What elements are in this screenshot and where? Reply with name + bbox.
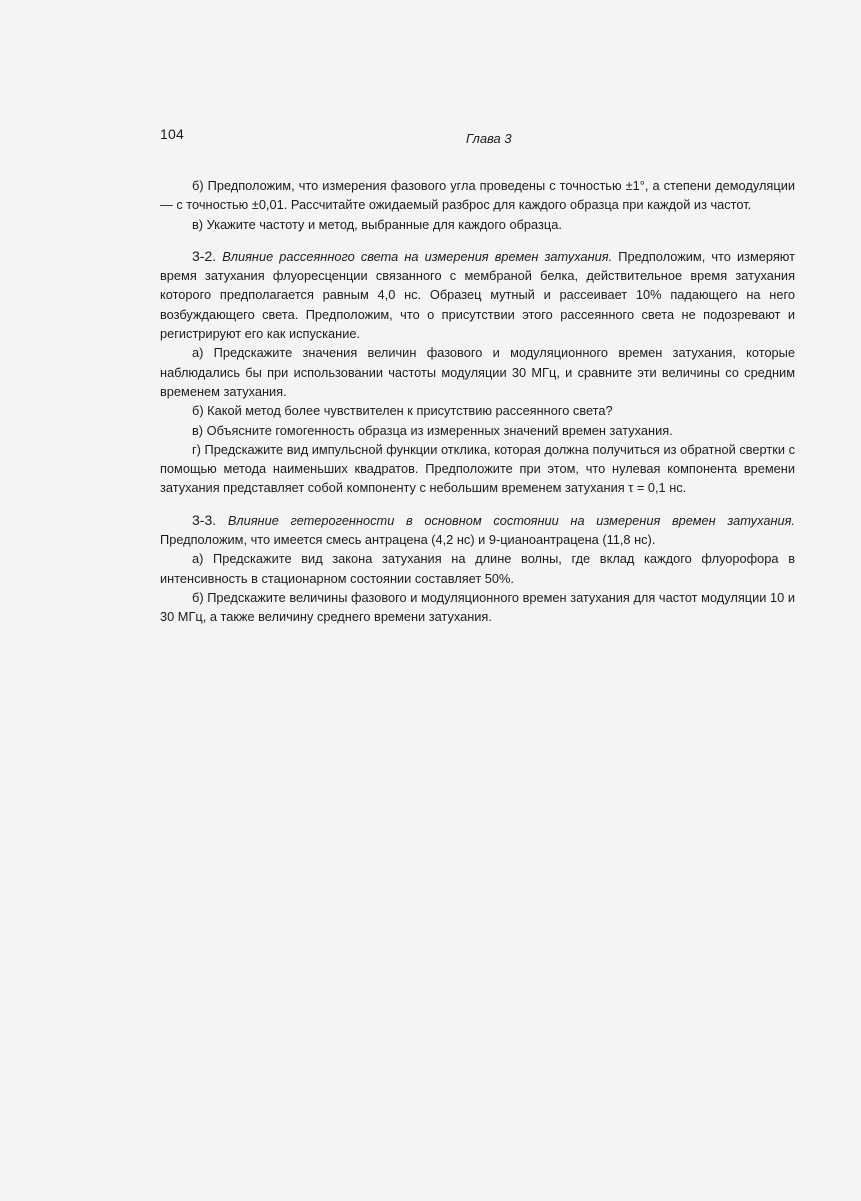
running-head: Глава 3: [466, 131, 512, 146]
problem-3-3-heading: [160, 511, 795, 550]
problem-title: Влияние гетерогенности в основном состоянии на измерения времен затухания.: [227, 512, 795, 528]
body-text: [160, 176, 795, 627]
problem-3-3-item-a: а) Предскажите вид закона затухания на длине волны, где вклад каждого флуорофора в интенсивность в стационарном состоянии составляет 50%.: [160, 551, 795, 586]
problem-intro: Предположим, что имеется смесь антрацена (4,2 нс) и 9-цианоантрацена (11,8 нс).: [160, 532, 656, 548]
paragraph-item-v: в) Укажите частоту и метод, выбранные для каждого образца.: [192, 216, 562, 232]
problem-3-2-item-v: в) Объясните гомогенность образца из измеренных значений времен затухания.: [192, 422, 673, 438]
problem-3-2-item-g: г) Предскажите вид импульсной функции отклика, которая должна получиться из обратной свертки с помощью метода наименьших квадратов. Предположите при этом, что нулевая компонента времени затухания представляет собой компоненту с небольшим временем затухания τ = 0,1 нс.: [160, 441, 795, 496]
problem-3-2-item-a: а) Предскажите значения величин фазового и модуляционного времен затухания, которые наблюдались бы при использовании частоты модуляции 30 МГц, и сравните эти величины со средним временем затухания.: [160, 345, 795, 399]
problem-number: 3-2.: [192, 247, 217, 264]
paragraph-item-b: б) Предположим, что измерения фазового угла проведены с точностью ±1°, а степени демодуляции — с точностью ±0,01. Рассчитайте ожидаемый разброс для каждого образца при каждой из частот.: [160, 178, 795, 213]
page-number: 104: [160, 126, 184, 142]
problem-3-3-item-b: б) Предскажите величины фазового и модуляционного времен затухания для частот модуляции 10 и 30 МГц, а также величину среднего времени затухания.: [160, 589, 795, 625]
problem-intro: Предположим, что измеряют время затухания флуоресценции связанного с мембраной белка, действительное время затухания которого предполагается равным 4,0 нс. Образец мутный и рассеивает 10% падающего на него возбуждающего света. Предположим, что о присутствии этого рассеянного света не подозревают и регистрируют его как испускание.: [160, 248, 795, 342]
problem-number: 3-3.: [192, 511, 217, 528]
problem-3-2-item-b: б) Какой метод более чувствителен к присутствию рассеянного света?: [192, 403, 613, 419]
problem-3-2-heading: [160, 247, 795, 343]
problem-title: Влияние рассеянного света на измерения времен затухания.: [222, 248, 613, 264]
